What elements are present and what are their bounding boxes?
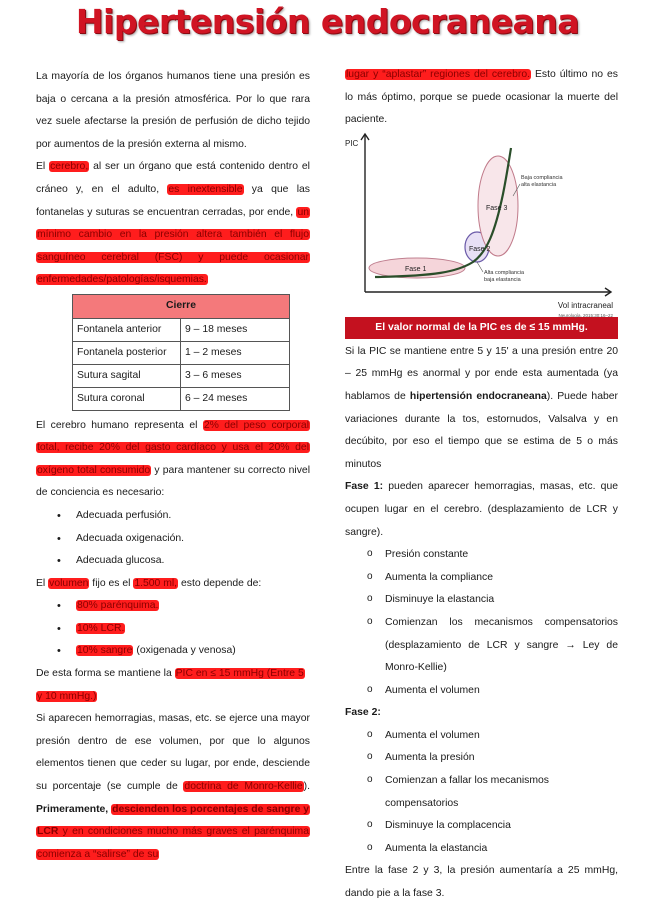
table-cell: 9 – 18 meses (181, 318, 290, 341)
list-item: o Aumenta el volumen (345, 725, 618, 748)
highlight: 10% sangre (77, 645, 133, 657)
phase-1-list (345, 544, 618, 702)
list-item: o Comienzan los mecanismos compensatorios (desplazamiento de LCR y sangre → Ley de Monro-Kellie) (345, 612, 618, 680)
note-low-line-2: baja elastancia (484, 276, 521, 283)
note-high-line-2: alta elastancia (521, 181, 557, 188)
page-title: Hipertensión endocraneana (75, 2, 580, 41)
list-item: o Aumenta la elastancia (345, 838, 618, 861)
highlight: 2% del peso corporal total, recibe 20% del gasto cardíaco y usa el 20% del oxígeno total consumido (37, 419, 310, 476)
table-header: Cierre (73, 294, 290, 318)
highlight: 10% LCR. (77, 622, 125, 634)
text: y en condiciones mucho más graves el parénquima comienza a “salirse” de su (37, 826, 309, 860)
text: fijo es el (89, 577, 134, 589)
intro-paragraph: La mayoría de los órganos humanos tiene una presión es baja o cercana a la presión atmosférica. Por lo que rara vez suele afectarse la presión de perfusión de dicho tejido por aumentos de la presión externa al mismo. (36, 71, 310, 150)
list-item: o Aumenta la presión (345, 747, 618, 770)
highlight: es inextensible (168, 183, 243, 195)
text: Esto último no es lo más óptimo, porque se puede ocasionar la muerte del paciente. (345, 69, 618, 126)
list-item (36, 618, 310, 641)
note-high-line-1: Baja compliancia (521, 174, 563, 181)
highlight: PIC en ≤ 15 mmHg (Entre 5 y 10 mmHg.) (37, 668, 304, 702)
highlight: 1.500 ml, (134, 577, 178, 589)
text: Si aparecen hemorragias, masas, etc. se ejerce una mayor presión dentro de ese volumen, por que lo algunos elementos tienen que ceder su lugar, por ende, desciende su porcentaje (se cumple de (36, 713, 310, 793)
left-column (36, 66, 310, 866)
text: esto depende de: (178, 577, 262, 589)
right-column (345, 64, 618, 906)
monro-kellie-paragraph (36, 708, 310, 866)
list-item: o Disminuye la elastancia (345, 589, 618, 612)
text: De esta forma se mantiene la (36, 668, 175, 680)
brain-paragraph (36, 156, 310, 292)
phase-2-paragraph (345, 702, 618, 725)
bold-text: hipertensión endocraneana (409, 390, 547, 402)
volume-list (36, 595, 310, 663)
phase-3-label: Fase 3 (486, 204, 508, 212)
list-item: • Adecuada glucosa. (36, 550, 310, 573)
list-item (36, 640, 310, 663)
text: ). Puede haber variaciones durante la tos, estornudos, Valsalva y en decúbito, por eso el tiempo que se estima de 5 o más minutos (345, 390, 618, 470)
closure-table (72, 294, 290, 411)
table-row (73, 341, 290, 364)
phase-2-label: Fase 2 (469, 245, 491, 253)
bold-text: descienden los porcentajes de sangre y LCR (37, 803, 310, 838)
text: El cerebro humano representa el (36, 419, 203, 431)
list-item: o Aumenta el volumen (345, 680, 618, 703)
phase-1-heading: Fase 1: (345, 481, 384, 493)
highlight: doctrina de Monro-Kellie (184, 781, 303, 793)
table-cell: 1 – 2 meses (181, 341, 290, 364)
bold-text: Primeramente, (36, 803, 109, 815)
x-axis-label: Vol intracraneal (557, 300, 613, 310)
table-cell: Fontanela anterior (73, 318, 181, 341)
table-row (73, 387, 290, 410)
highlight: 80% parénquima. (77, 600, 159, 612)
list-item: o Presión constante (345, 544, 618, 567)
text: El (36, 161, 50, 173)
list-item: o Disminuye la complacencia (345, 815, 618, 838)
text: El (36, 577, 49, 589)
pic-volume-chart (345, 134, 618, 318)
volume-paragraph (36, 573, 310, 596)
normal-pic-banner: El valor normal de la PIC es de ≤ 15 mmHg. (345, 317, 618, 339)
table-cell: Fontanela posterior (73, 341, 181, 364)
list-item: o Comienzan a fallar los mecanismos compensatorios (345, 770, 618, 815)
continuation-paragraph (345, 64, 618, 132)
annotation-line (477, 262, 483, 272)
brain-needs-paragraph (36, 415, 310, 505)
table-cell: 6 – 24 meses (181, 387, 290, 410)
table-row (73, 364, 290, 387)
list-item: • Adecuada perfusión. (36, 505, 310, 528)
phase-2-heading: Fase 2: (345, 707, 381, 719)
table-cell: 3 – 6 meses (181, 364, 290, 387)
list-item: o Aumenta la compliance (345, 567, 618, 590)
pic-abnormal-paragraph (345, 341, 618, 477)
phase-1-paragraph (345, 476, 618, 544)
text: (oxigenada y venosa) (133, 645, 236, 657)
text: Si la PIC se mantiene entre 5 y 15' a una presión entre 20 – 25 mmHg es anormal y por ende esta aumentada (ya hablamos de (345, 345, 618, 402)
pic-paragraph (36, 663, 310, 708)
text: pueden aparecer hemorragias, masas, etc. que ocupen lugar en el cerebro. (desplazamiento de LCR y sangre). (345, 481, 618, 538)
highlight: un mínimo cambio en la presión altera también el flujo sanguíneo cerebral (FSC) y puede ocasionar enfermedades/patologías/isquemias. (37, 206, 309, 286)
highlight: lugar y “aplastar” regiones del cerebro. (346, 69, 530, 80)
table-cell: Sutura coronal (73, 387, 181, 410)
table-cell: Sutura sagital (73, 364, 181, 387)
phase-1-label: Fase 1 (405, 265, 427, 273)
text: ). (303, 781, 311, 793)
highlight: volumen (49, 577, 89, 589)
highlight: cerebro, (50, 161, 89, 173)
needs-list (36, 505, 310, 573)
note-low-line-1: Alta compliancia (484, 269, 525, 276)
chart-source: Neurología, 2015;30:16–22 (558, 312, 613, 318)
phase-2-list (345, 725, 618, 861)
phase-transition-paragraph: Entre la fase 2 y 3, la presión aumentaría a 25 mmHg, dando pie a la fase 3. (345, 865, 618, 900)
text: y para mantener su correcto nivel de conciencia es necesario: (36, 464, 311, 499)
text: ya que las fontanelas y suturas se encuentran cerradas, por ende, (36, 183, 310, 218)
list-item (36, 595, 310, 618)
chart-svg (345, 134, 618, 318)
y-axis-label: PIC (345, 138, 359, 148)
list-item: • Adecuada oxigenación. (36, 528, 310, 551)
table-row (73, 318, 290, 341)
text: al ser un órgano que está contenido dentro el cráneo y, en el adulto, (36, 161, 310, 195)
